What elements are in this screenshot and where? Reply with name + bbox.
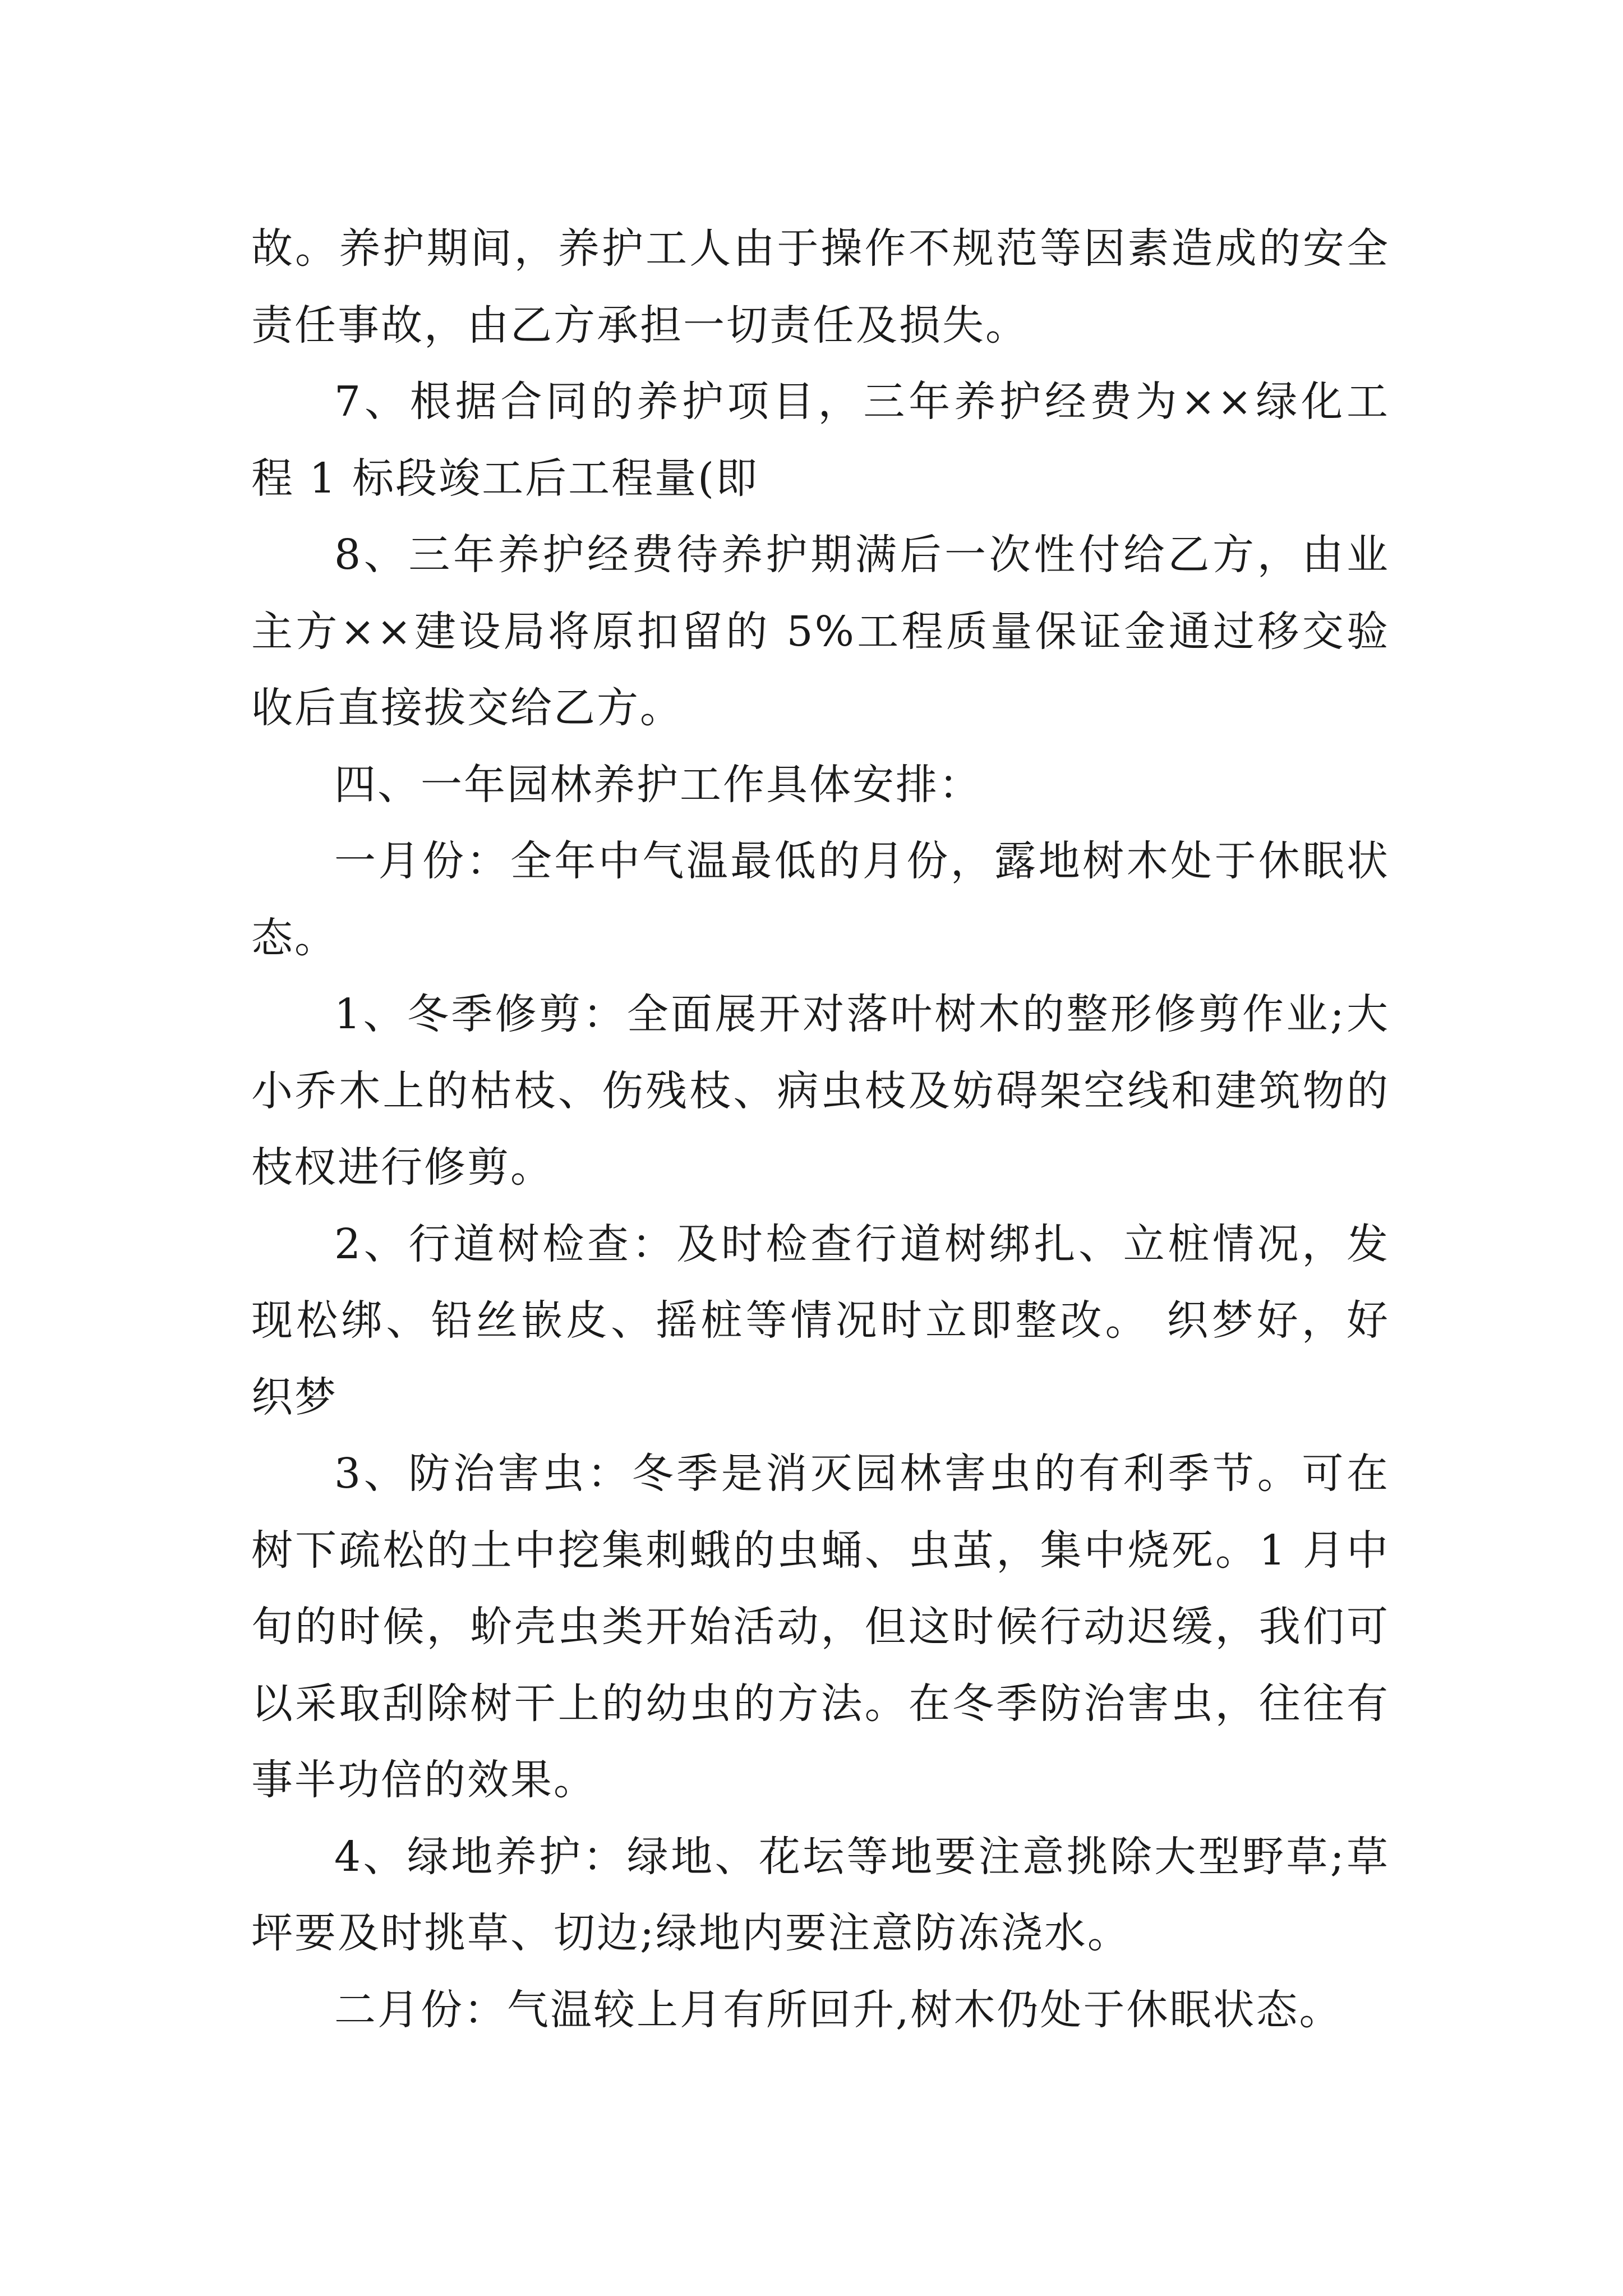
- text-line: 枝杈进行修剪。: [251, 1143, 554, 1191]
- text-line: 主方××建设局将原扣留的 5%工程质量保证金通过移交验: [251, 607, 1390, 656]
- text-line: 7、根据合同的养护项目，三年养护经费为××绿化工: [334, 378, 1390, 426]
- text-line: 织梦: [251, 1373, 338, 1421]
- text-line: 责任事故，由乙方承担一切责任及损失。: [251, 301, 1029, 349]
- text-line: 事半功倍的效果。: [251, 1756, 597, 1804]
- text-line: 二月份：气温较上月有所回升,树木仍处于休眠状态。: [334, 1985, 1343, 2034]
- text-line: 旬的时候，蚧壳虫类开始活动，但这时候行动迟缓，我们可: [251, 1603, 1390, 1651]
- text-line: 4、绿地养护：绿地、花坛等地要注意挑除大型野草;草: [334, 1832, 1390, 1881]
- text-line: 小乔木上的枯枝、伤残枝、病虫枝及妨碍架空线和建筑物的: [251, 1066, 1390, 1115]
- text-line: 3、防治害虫：冬季是消灭园林害虫的有利季节。可在: [334, 1450, 1390, 1498]
- text-line: 态。: [251, 913, 338, 962]
- text-line: 树下疏松的土中挖集刺蛾的虫蛹、虫茧，集中烧死。1 月中: [251, 1526, 1390, 1575]
- text-line: 1、冬季修剪：全面展开对落叶树木的整形修剪作业;大: [334, 990, 1390, 1038]
- text-line: 四、一年园林养护工作具体安排：: [334, 760, 982, 809]
- text-line: 8、三年养护经费待养护期满后一次性付给乙方，由业: [334, 531, 1390, 579]
- text-line: 收后直接拔交给乙方。: [251, 684, 683, 732]
- text-line: 程 1 标段竣工后工程量(即: [251, 454, 759, 503]
- text-line: 以采取刮除树干上的幼虫的方法。在冬季防治害虫，往往有: [251, 1679, 1390, 1728]
- text-line: 故。养护期间，养护工人由于操作不规范等因素造成的安全: [251, 224, 1390, 273]
- text-line: 坪要及时挑草、切边;绿地内要注意防冻浇水。: [251, 1909, 1131, 1957]
- text-line: 现松绑、铅丝嵌皮、摇桩等情况时立即整改。 织梦好，好: [251, 1296, 1390, 1345]
- document-body-text: [251, 210, 1390, 2048]
- text-line: 一月份：全年中气温最低的月份，露地树木处于休眠状: [334, 837, 1390, 885]
- text-line: 2、行道树检查：及时检查行道树绑扎、立桩情况，发: [334, 1220, 1390, 1268]
